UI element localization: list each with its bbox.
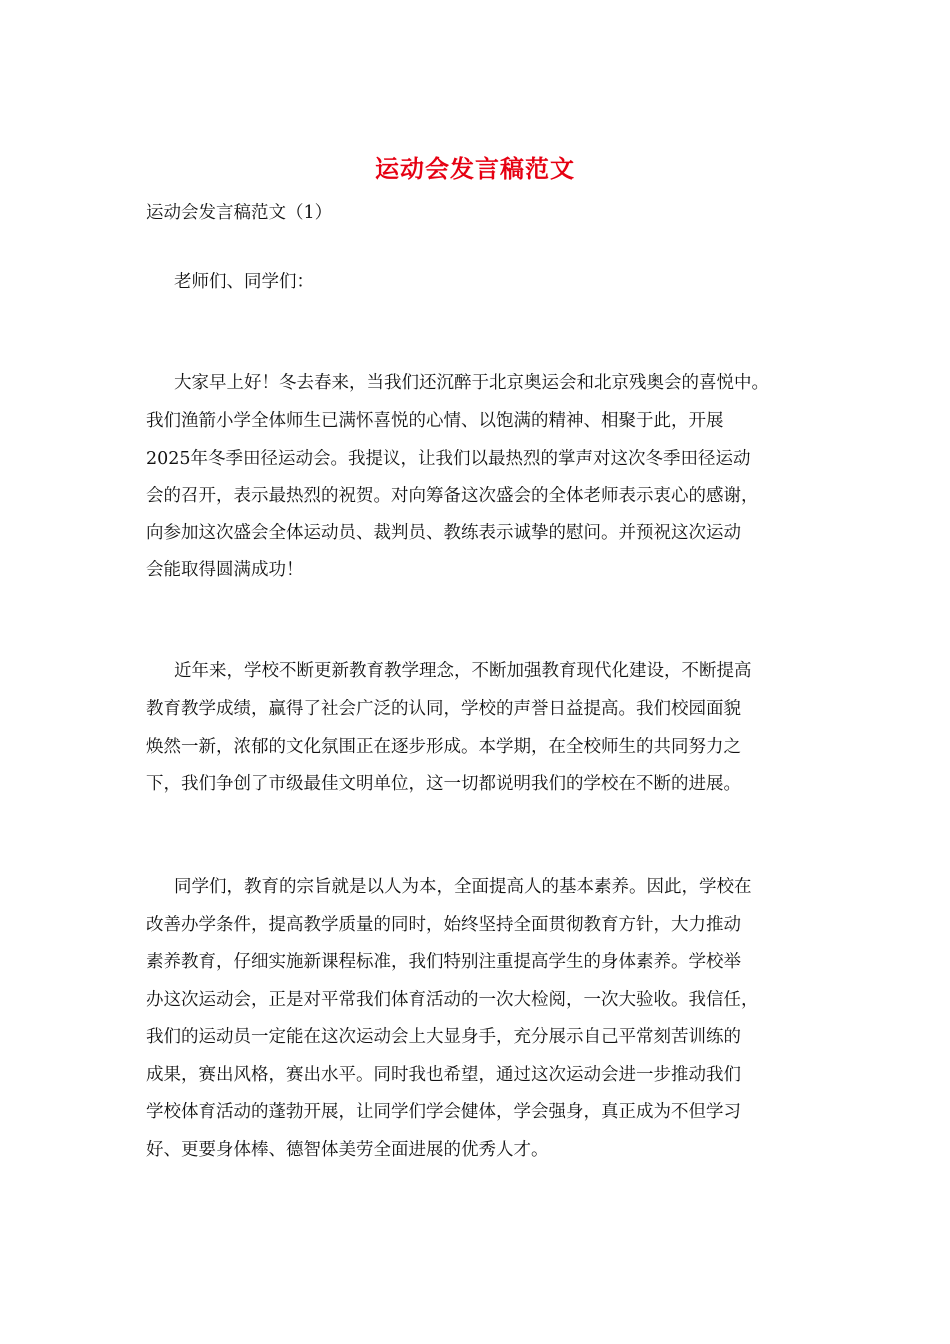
section-heading: 运动会发言稿范文（1） <box>146 203 333 223</box>
paragraph-line: 焕然一新，浓郁的文化氛围正在逐步形成。本学期，在全校师生的共同努力之 <box>146 737 741 757</box>
paragraph-line: 好、更要身体棒、德智体美劳全面进展的优秀人才。 <box>146 1140 549 1160</box>
paragraph-line: 教育教学成绩，赢得了社会广泛的认同，学校的声誉日益提高。我们校园面貌 <box>146 699 741 719</box>
paragraph-line: 下，我们争创了市级最佳文明单位，这一切都说明我们的学校在不断的进展。 <box>146 774 741 794</box>
paragraph-line: 我们的运动员一定能在这次运动会上大显身手，充分展示自己平常刻苦训练的 <box>146 1027 741 1047</box>
document-title: 运动会发言稿范文 <box>375 154 575 183</box>
greeting: 老师们、同学们： <box>174 272 314 292</box>
paragraph-line: 2025年冬季田径运动会。我提议，让我们以最热烈的掌声对这次冬季田径运动 <box>146 449 751 469</box>
paragraph-line: 大家早上好！冬去春来，当我们还沉醉于北京奥运会和北京残奥会的喜悦中。 <box>174 373 769 393</box>
paragraph-line: 向参加这次盛会全体运动员、裁判员、教练表示诚挚的慰问。并预祝这次运动 <box>146 523 741 543</box>
paragraph-line: 办这次运动会，正是对平常我们体育活动的一次大检阅，一次大验收。我信任， <box>146 990 759 1010</box>
paragraph-line: 近年来，学校不断更新教育教学理念，不断加强教育现代化建设，不断提高 <box>174 661 752 681</box>
paragraph-line: 学校体育活动的蓬勃开展，让同学们学会健体，学会强身，真正成为不但学习 <box>146 1102 741 1122</box>
paragraph-line: 成果，赛出风格，赛出水平。同时我也希望，通过这次运动会进一步推动我们 <box>146 1065 741 1085</box>
paragraph-line: 同学们，教育的宗旨就是以人为本，全面提高人的基本素养。因此，学校在 <box>174 877 752 897</box>
paragraph-line: 素养教育，仔细实施新课程标准，我们特别注重提高学生的身体素养。学校举 <box>146 952 741 972</box>
paragraph-line: 我们渔箭小学全体师生已满怀喜悦的心情、以饱满的精神、相聚于此，开展 <box>146 411 724 431</box>
paragraph-line: 会能取得圆满成功！ <box>146 560 304 580</box>
paragraph-line: 改善办学条件，提高教学质量的同时，始终坚持全面贯彻教育方针，大力推动 <box>146 915 741 935</box>
paragraph-line: 会的召开，表示最热烈的祝贺。对向筹备这次盛会的全体老师表示衷心的感谢， <box>146 486 759 506</box>
